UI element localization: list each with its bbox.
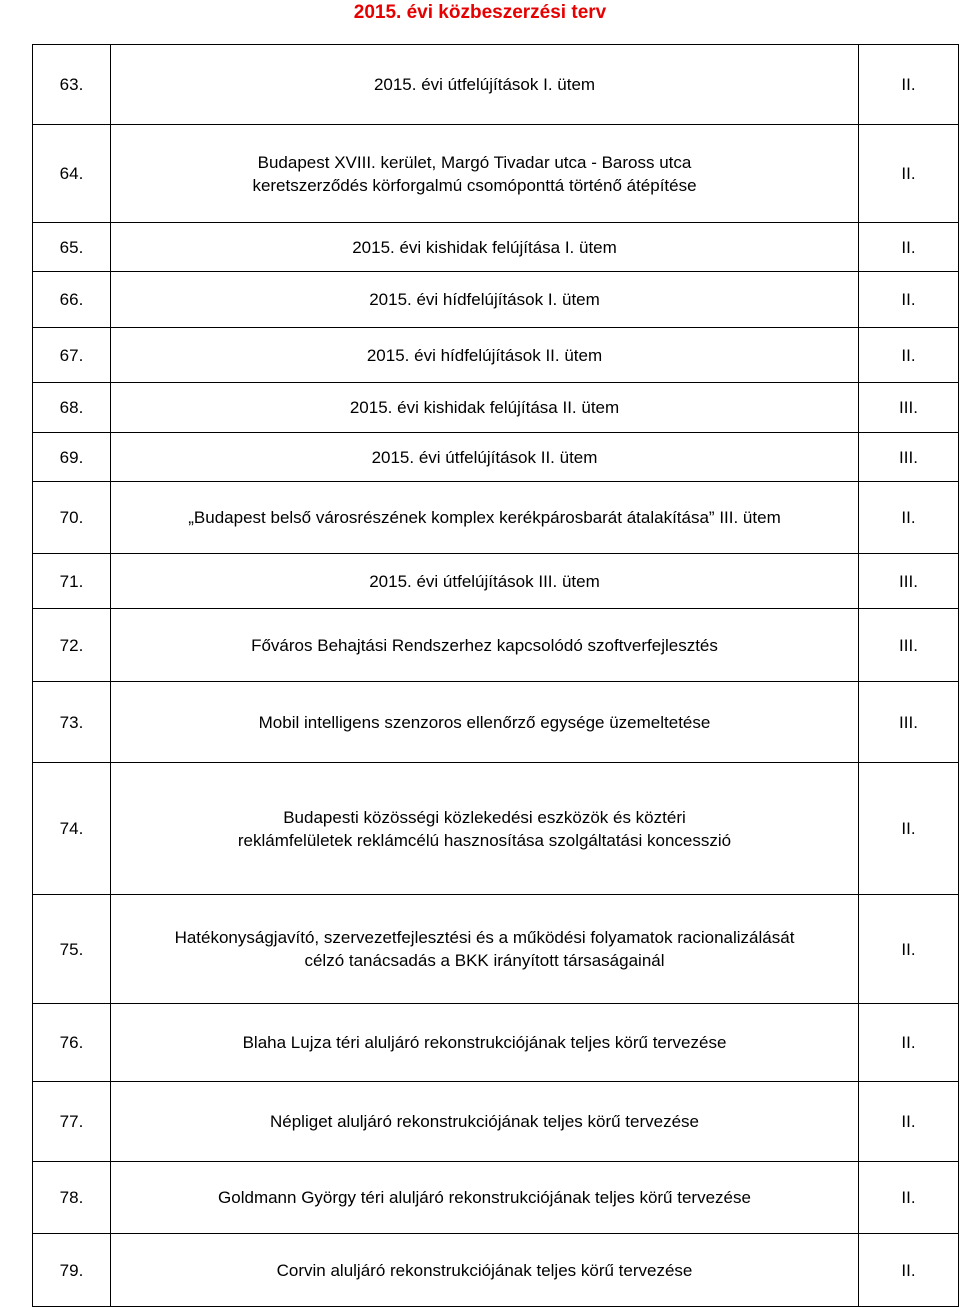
row-description: 2015. évi útfelújítások I. ütem xyxy=(111,45,859,125)
row-number: 66. xyxy=(33,272,111,328)
row-phase: III. xyxy=(859,609,959,682)
row-phase: II. xyxy=(859,895,959,1004)
row-number: 63. xyxy=(33,45,111,125)
row-description: Blaha Lujza téri aluljáró rekonstrukciójának teljes körű tervezése xyxy=(111,1004,859,1082)
table-row xyxy=(33,1234,959,1307)
row-phase: III. xyxy=(859,682,959,763)
row-phase: II. xyxy=(859,763,959,895)
row-number: 68. xyxy=(33,383,111,433)
table-row xyxy=(33,482,959,554)
row-phase: III. xyxy=(859,433,959,482)
row-phase: III. xyxy=(859,383,959,433)
table-row xyxy=(33,609,959,682)
row-description: Hatékonyságjavító, szervezetfejlesztési és a működési folyamatok racionalizálását célzó tanácsadás a BKK irányított társaságainál xyxy=(111,895,859,1004)
row-phase: II. xyxy=(859,1082,959,1162)
row-description: Budapesti közösségi közlekedési eszközök és köztéri reklámfelületek reklámcélú hasznosítása szolgáltatási koncesszió xyxy=(111,763,859,895)
row-number: 65. xyxy=(33,223,111,272)
row-description: „Budapest belső városrészének komplex kerékpárosbarát átalakítása” III. ütem xyxy=(111,482,859,554)
row-number: 78. xyxy=(33,1162,111,1234)
row-number: 73. xyxy=(33,682,111,763)
table-row xyxy=(33,45,959,125)
row-phase: II. xyxy=(859,328,959,383)
row-description: Goldmann György téri aluljáró rekonstrukciójának teljes körű tervezése xyxy=(111,1162,859,1234)
table-row xyxy=(33,1082,959,1162)
table-row xyxy=(33,1004,959,1082)
table-row xyxy=(33,328,959,383)
row-number: 69. xyxy=(33,433,111,482)
table-row xyxy=(33,1162,959,1234)
row-description: 2015. évi útfelújítások III. ütem xyxy=(111,554,859,609)
row-description: Főváros Behajtási Rendszerhez kapcsolódó szoftverfejlesztés xyxy=(111,609,859,682)
table-row xyxy=(33,895,959,1004)
row-number: 67. xyxy=(33,328,111,383)
page-title: 2015. évi közbeszerzési terv xyxy=(353,2,607,23)
table-row xyxy=(33,433,959,482)
table-row xyxy=(33,763,959,895)
row-description: Budapest XVIII. kerület, Margó Tivadar utca - Baross utca keretszerződés körforgalmú csomóponttá történő átépítése xyxy=(111,125,859,223)
row-phase: III. xyxy=(859,554,959,609)
table-row xyxy=(33,223,959,272)
row-description: 2015. évi kishidak felújítása I. ütem xyxy=(111,223,859,272)
row-description: 2015. évi kishidak felújítása II. ütem xyxy=(111,383,859,433)
row-description: Népliget aluljáró rekonstrukciójának teljes körű tervezése xyxy=(111,1082,859,1162)
row-description: Corvin aluljáró rekonstrukciójának teljes körű tervezése xyxy=(111,1234,859,1307)
row-number: 70. xyxy=(33,482,111,554)
row-phase: II. xyxy=(859,125,959,223)
table-row xyxy=(33,682,959,763)
table-row xyxy=(33,383,959,433)
row-description: 2015. évi hídfelújítások I. ütem xyxy=(111,272,859,328)
row-number: 74. xyxy=(33,763,111,895)
table-row xyxy=(33,272,959,328)
procurement-table xyxy=(32,44,959,1307)
row-number: 64. xyxy=(33,125,111,223)
row-phase: II. xyxy=(859,223,959,272)
row-number: 75. xyxy=(33,895,111,1004)
row-number: 72. xyxy=(33,609,111,682)
row-phase: II. xyxy=(859,1234,959,1307)
row-number: 76. xyxy=(33,1004,111,1082)
row-phase: II. xyxy=(859,1004,959,1082)
row-phase: II. xyxy=(859,272,959,328)
row-number: 79. xyxy=(33,1234,111,1307)
row-phase: II. xyxy=(859,45,959,125)
table-row xyxy=(33,554,959,609)
row-phase: II. xyxy=(859,482,959,554)
row-phase: II. xyxy=(859,1162,959,1234)
row-description: Mobil intelligens szenzoros ellenőrző egysége üzemeltetése xyxy=(111,682,859,763)
row-number: 77. xyxy=(33,1082,111,1162)
row-number: 71. xyxy=(33,554,111,609)
row-description: 2015. évi útfelújítások II. ütem xyxy=(111,433,859,482)
row-description: 2015. évi hídfelújítások II. ütem xyxy=(111,328,859,383)
table-row xyxy=(33,125,959,223)
